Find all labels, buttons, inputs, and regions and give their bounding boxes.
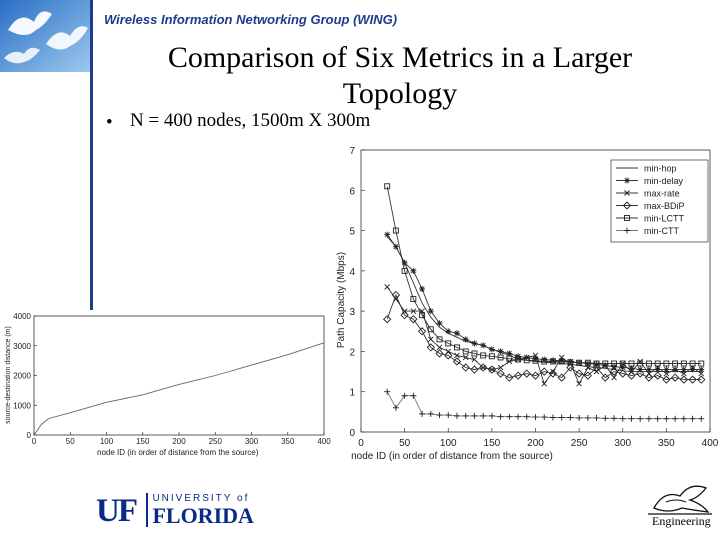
distance-chart [0, 310, 331, 458]
data-point [559, 414, 565, 420]
data-point [594, 415, 600, 421]
x-tick-label: 200 [527, 438, 544, 449]
x-tick-label: 0 [31, 437, 37, 446]
x-tick-label: 50 [65, 437, 75, 446]
data-point [567, 414, 573, 420]
data-point [624, 178, 630, 184]
series-line [387, 237, 701, 372]
x-tick-label: 350 [281, 437, 295, 446]
data-point [533, 414, 539, 420]
y-tick-label: 3 [349, 307, 355, 319]
data-point [454, 330, 460, 336]
capacity-chart [336, 146, 719, 462]
legend-label: min-hop [644, 163, 677, 174]
data-point [393, 244, 399, 250]
uf-logo [96, 493, 254, 530]
data-point [498, 414, 504, 420]
data-point [489, 346, 495, 352]
data-point [542, 381, 547, 386]
x-tick-label: 400 [317, 437, 331, 446]
data-point [471, 413, 477, 419]
data-point [480, 413, 486, 419]
data-point [437, 320, 443, 326]
x-tick-label: 100 [439, 438, 457, 449]
data-point [611, 415, 617, 421]
x-tick-label: 200 [172, 437, 186, 446]
data-point [480, 342, 486, 348]
group-name: Wireless Information Networking Group (WING) [104, 12, 398, 27]
data-point [663, 416, 669, 422]
data-point [612, 375, 617, 380]
x-tick-label: 250 [208, 437, 222, 446]
data-point [498, 348, 504, 354]
data-point [655, 416, 661, 422]
data-point [384, 232, 390, 238]
slide-title: Comparison of Six Metrics in a Larger Topology [167, 41, 633, 110]
uf-university-label: UNIVERSITY of [152, 493, 250, 504]
chart-background [0, 310, 330, 458]
uf-wordmark [146, 493, 253, 527]
data-point [602, 415, 608, 421]
x-tick-label: 150 [136, 437, 150, 446]
series-min-delay [384, 232, 704, 373]
x-axis-label: node ID (in order of distance from the source) [97, 448, 259, 457]
bullet-text: N = 400 nodes, 1500m X 300m [130, 110, 371, 131]
data-point [506, 414, 512, 420]
data-point [428, 411, 434, 417]
engineering-label: Engineering [652, 514, 711, 528]
data-point [550, 414, 556, 420]
uf-mark: UF [96, 493, 136, 529]
legend-label: max-BDiP [644, 201, 685, 211]
y-axis-label: Path Capacity (Mbps) [336, 251, 347, 349]
x-tick-label: 400 [701, 438, 719, 449]
x-tick-label: 300 [614, 438, 632, 449]
y-tick-label: 4000 [13, 312, 31, 321]
y-tick-label: 7 [349, 146, 355, 157]
data-point [384, 316, 391, 323]
y-axis-label: source-destination distance (m) [5, 326, 12, 424]
y-tick-label: 2000 [13, 371, 31, 381]
x-tick-label: 0 [358, 438, 364, 449]
data-point [419, 286, 425, 292]
data-point [681, 416, 687, 422]
series-line [387, 295, 701, 380]
data-point [463, 413, 469, 419]
y-tick-label: 6 [349, 186, 355, 198]
data-point [428, 308, 434, 314]
data-point [646, 416, 652, 422]
y-tick-label: 0 [26, 431, 31, 440]
data-point [690, 416, 696, 422]
data-point [384, 389, 390, 395]
data-point [515, 414, 521, 420]
legend [611, 160, 708, 242]
series-min-CTT [384, 389, 704, 422]
data-point [637, 416, 643, 422]
y-tick-label: 1000 [13, 401, 31, 411]
data-point [471, 340, 477, 346]
x-tick-label: 250 [570, 438, 588, 449]
legend-label: min-delay [644, 176, 684, 186]
legend-label: min-CTT [644, 226, 679, 236]
y-tick-label: 4 [349, 266, 355, 278]
x-tick-label: 350 [658, 438, 675, 449]
data-point [463, 336, 469, 342]
bullet-marker: • [106, 112, 113, 133]
y-tick-label: 3000 [13, 341, 31, 351]
data-point [620, 416, 626, 422]
data-point [437, 345, 442, 350]
x-tick-label: 100 [99, 437, 114, 446]
data-point [428, 337, 433, 342]
data-point [445, 412, 451, 418]
data-point [585, 415, 591, 421]
series-min-hop [387, 237, 701, 372]
data-point [419, 411, 425, 417]
x-axis-label: node ID (in order of distance from the source) [351, 451, 553, 462]
data-point [437, 412, 443, 418]
data-point [410, 268, 416, 274]
x-tick-label: 300 [244, 437, 259, 446]
data-point [445, 328, 451, 334]
data-point [393, 405, 399, 411]
data-point [698, 416, 704, 422]
data-point [506, 350, 512, 356]
y-tick-label: 0 [349, 428, 355, 439]
data-point [454, 413, 460, 419]
data-point [385, 284, 390, 289]
y-tick-label: 2 [349, 347, 355, 359]
y-tick-label: 1 [349, 387, 355, 399]
data-point [672, 416, 678, 422]
data-point [628, 416, 634, 422]
uf-florida-label: FLORIDA [152, 503, 254, 528]
data-point [410, 393, 416, 399]
data-point [524, 414, 530, 420]
legend-label: min-LCTT [644, 213, 684, 224]
data-point [576, 415, 582, 421]
data-point [577, 381, 582, 386]
legend-label: max-rate [644, 188, 680, 199]
y-tick-label: 5 [349, 226, 355, 238]
data-point [489, 413, 495, 419]
data-point [541, 414, 547, 420]
x-tick-label: 150 [483, 438, 501, 449]
x-tick-label: 50 [399, 438, 411, 449]
